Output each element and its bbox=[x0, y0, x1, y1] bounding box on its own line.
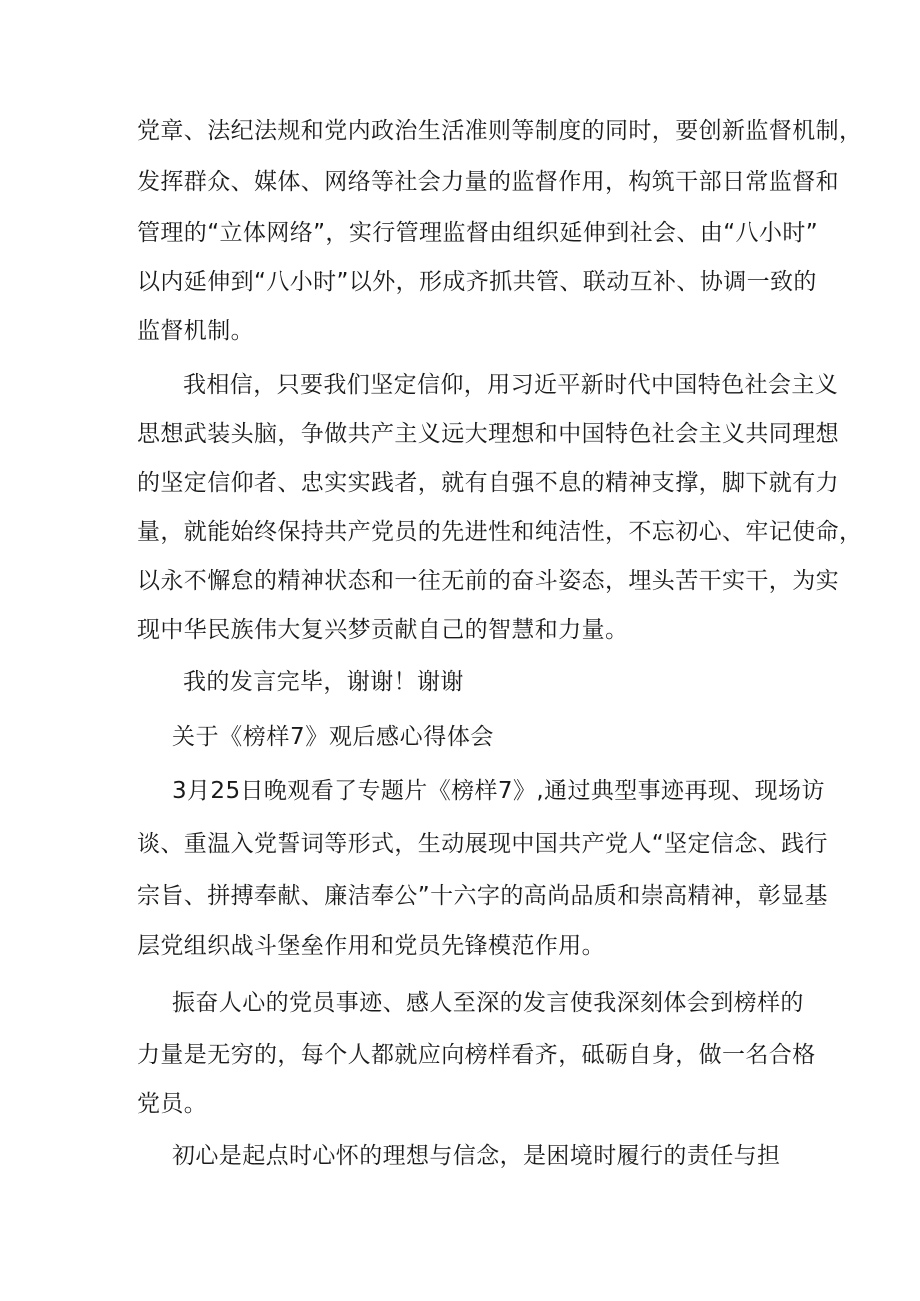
text-line: 的坚定信仰者、忠实实践者，就有自强不息的精神支撑，脚下就有力 bbox=[137, 470, 839, 496]
text-line: 3月25日晚观看了专题片《榜样7》,通过典型事迹再现、现场访 bbox=[172, 778, 825, 804]
text-line: 以内延伸到“八小时”以外，形成齐抓共管、联动互补、协调一致的 bbox=[137, 269, 817, 295]
text-line: 层党组织战斗堡垒作用和党员先锋模范作用。 bbox=[137, 933, 605, 959]
text-line: 现中华民族伟大复兴梦贡献自己的智慧和力量。 bbox=[137, 617, 629, 643]
text-line: 以永不懈怠的精神状态和一往无前的奋斗姿态，埋头苦干实干，为实 bbox=[137, 568, 839, 594]
text-line: 力量是无穷的，每个人都就应向榜样看齐，砥砺自身，做一名合格 bbox=[137, 1042, 816, 1068]
section-title: 关于《榜样7》观后感心得体会 bbox=[172, 724, 495, 750]
text-line: 党员。 bbox=[137, 1091, 208, 1117]
text-line: 党章、法纪法规和党内政治生活准则等制度的同时，要创新监督机制， bbox=[137, 118, 863, 144]
text-line: 管理的“立体网络”，实行管理监督由组织延伸到社会、由“八小时” bbox=[137, 220, 819, 246]
text-line: 量，就能始终保持共产党员的先进性和纯洁性，不忘初心、牢记使命， bbox=[137, 519, 863, 545]
text-line: 谈、重温入党誓词等形式，生动展现中国共产党人“坚定信念、践行 bbox=[137, 831, 828, 857]
text-line: 思想武装头脑，争做共产主义远大理想和中国特色社会主义共同理想 bbox=[137, 421, 839, 447]
text-line: 我相信，只要我们坚定信仰，用习近平新时代中国特色社会主义 bbox=[183, 372, 839, 398]
text-line: 初心是起点时心怀的理想与信念，是困境时履行的责任与担 bbox=[172, 1143, 781, 1169]
text-line: 监督机制。 bbox=[137, 318, 254, 344]
text-line: 振奋人心的党员事迹、感人至深的发言使我深刻体会到榜样的 bbox=[172, 990, 804, 1016]
text-line: 宗旨、拼搏奉献、廉洁奉公”十六字的高尚品质和崇高精神，彰显基 bbox=[137, 883, 828, 909]
text-line: 我的发言完毕，谢谢！谢谢 bbox=[183, 669, 464, 695]
text-line: 发挥群众、媒体、网络等社会力量的监督作用，构筑干部日常监督和 bbox=[137, 169, 839, 195]
